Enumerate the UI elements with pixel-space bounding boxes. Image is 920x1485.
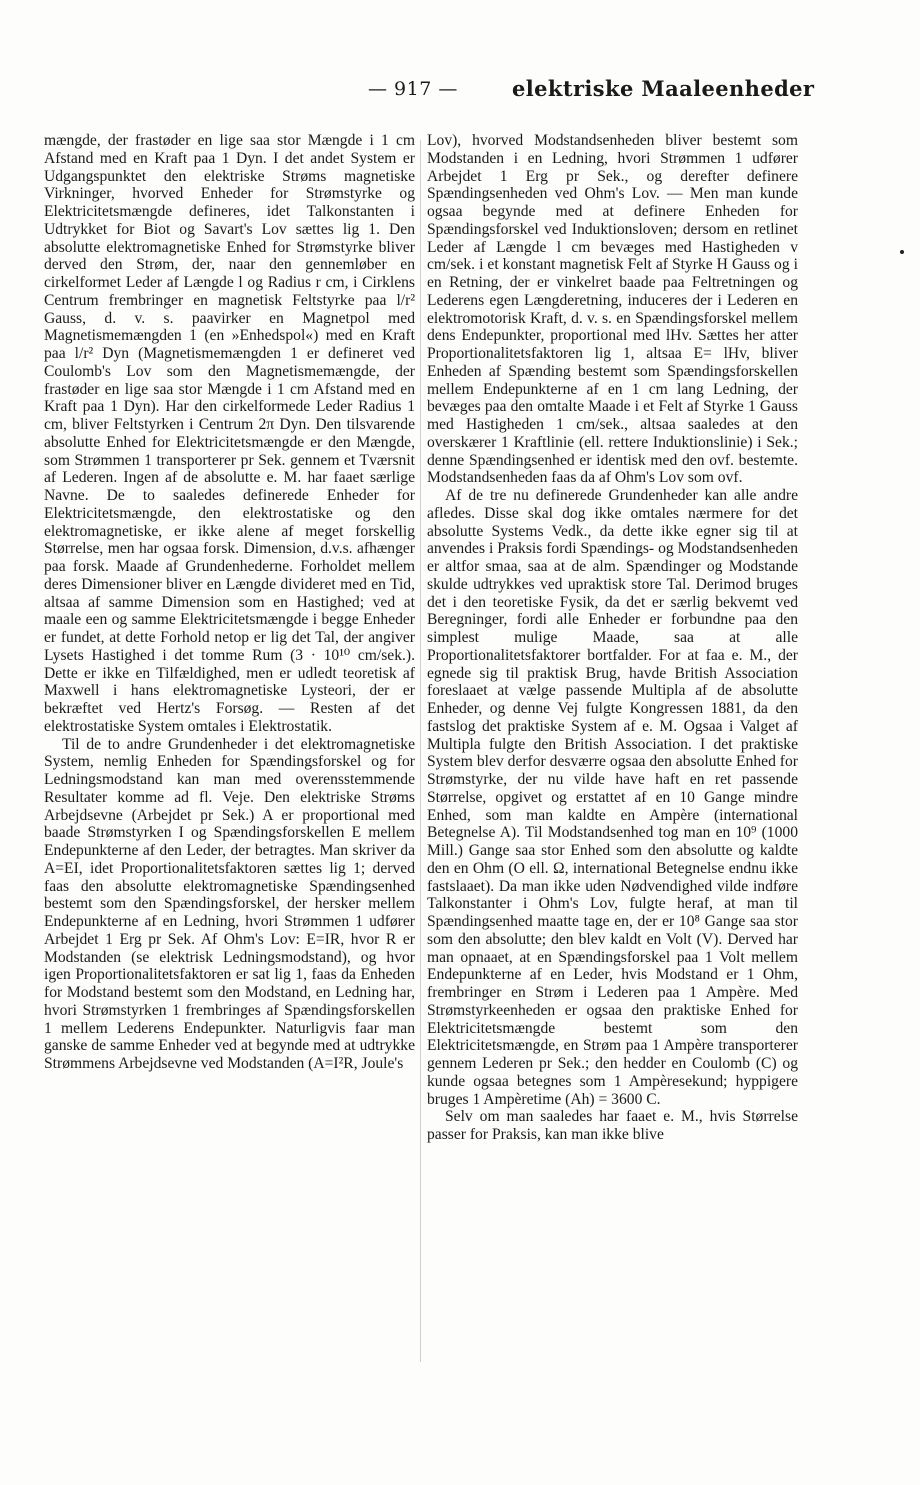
paragraph: mængde, der frastøder en lige saa stor Mængde i 1 cm Afstand med en Kraft paa 1 Dyn. I det andet System er Udgangspunktet den elektriske Strøms magnetiske Virkninger, hvorved Enheder for Strømstyrke og Elektricitetsmængde defineres, idet Talkonstanten i Udtrykket for Biot og Savart's Lov sættes lig 1. Den absolutte elektromagnetiske Enhed for Strømstyrke bliver derved den Strøm, der, naar den gennemløber en cirkelformet Leder af Længde l og Radius r cm, i Cirklens Centrum frembringer en magnetisk Feltstyrke paa l/r² Gauss, d. v. s. paavirker en Magnetpol med Magnetismemængden 1 (en »Enhedspol«) med en Kraft paa l/r² Dyn (Magnetismemængden 1 er defineret ved Coulomb's Lov som den Magnetismemængde, der frastøder en lige saa stor Mængde i 1 cm Afstand med en Kraft paa 1 Dyn). Har den cirkelformede Leder Radius 1 cm, bliver Feltstyrken i Centrum 2π Dyn. Den tilsvarende absolutte Enhed for Elektricitetsmængde er den Mængde, som Strømmen 1 transporterer pr Sek. gennem et Tværsnit af Lederen. Ingen af de absolutte e. M. har faaet særlige Navne. De to saaledes definerede Enheder for Elektricitetsmængde, den elektrostatiske og den elektromagnetiske, er ikke alene af meget forskellig Størrelse, men har ogsaa forsk. Dimension, d.v.s. afhænger paa forsk. Maade af Grundenhederne. Forholdet mellem deres Dimensioner bliver en Længde divideret med en Tid, altsaa af samme Dimension som en Hastighed; ved at maale een og samme Elektricitetsmængde i begge Enheder er fundet, at dette Forhold netop er lig det Tal, der angiver Lysets Hastighed i det tomme Rum (3 · 10¹⁰ cm/sek.). Dette er ikke en Tilfældighed, men er udledt teoretisk af Maxwell i hans elektromagnetiske Lysteori, der er bekræftet ved Hertz's Forsøg. — Resten af det elektrostatiske System omtales i Elektrostatik. bbox=[44, 132, 415, 735]
right-column bbox=[427, 132, 798, 1144]
page-header bbox=[0, 78, 920, 108]
page-number: — 917 — bbox=[368, 78, 458, 100]
left-column bbox=[44, 132, 415, 1073]
paragraph: Lov), hvorved Modstandsenheden bliver bestemt som Modstanden i en Ledning, hvori Strømmen 1 udfører Arbejdet 1 Erg pr Sek., og derefter definere Spændingsenheden ved Ohm's Lov. — Men man kunde ogsaa begynde med at definere Enheden for Spændingsforskel ved Induktionsloven; dersom en retlinet Leder af Længde l cm bevæges med Hastigheden v cm/sek. i et konstant magnetisk Felt af Styrke H Gauss og i en Retning, der er vinkelret baade paa Feltretningen og Lederens egen Længderetning, induceres der i Lederen en elektromotorisk Kraft, d. v. s. en Spændingsforskel mellem dens Endepunkter, proportional med lHv. Sættes her atter Proportionalitetsfaktoren lig 1, altsaa E= lHv, bliver Enheden af Spænding bestemt som Spændingsforskellen mellem Endepunkterne af en 1 cm lang Ledning, der bevæges paa den omtalte Maade i et Felt af Styrke 1 Gauss med Hastigheden 1 cm/sek., altsaa saaledes at den overskærer 1 Kraftlinie (ell. rettere Induktionslinie) i Sek.; denne Spændingsenhed er identisk med den ovf. bestemte. Modstandsenheden faas da af Ohm's Lov som ovf. bbox=[427, 132, 798, 487]
paragraph: Selv om man saaledes har faaet e. M., hvis Størrelse passer for Praksis, kan man ikke blive bbox=[427, 1108, 798, 1143]
paragraph: Til de to andre Grundenheder i det elektromagnetiske System, nemlig Enheden for Spændingsforskel og for Ledningsmodstand kan man med overensstemmende Resultater komme ad fl. Veje. Den elektriske Strøms Arbejdsevne (Arbejdet pr Sek.) A er proportional med baade Strømstyrken I og Spændingsforskellen E mellem Endepunkterne af den Leder, der betragtes. Man skriver da A=EI, idet Proportionalitetsfaktoren sættes lig 1; derved faas den absolutte elektromagnetiske Spændingsenhed bestemt som den Spændingsforskel, der hersker mellem Endepunkterne af en Ledning, hvori Strømmen 1 udfører Arbejdet 1 Erg pr Sek. Af Ohm's Lov: E=IR, hvor R er Modstanden (se elektrisk Ledningsmodstand), og hvor igen Proportionalitetsfaktoren er sat lig 1, faas da Enheden for Modstand bestemt som den Modstand, en Ledning har, hvori Strømstyrken 1 frembringes af Spændingsforskellen 1 mellem Lederens Endepunkter. Naturligvis faar man ganske de samme Enheder ved at begynde med at udtrykke Strømmens Arbejdsevne ved Modstanden (A=I²R, Joule's bbox=[44, 735, 415, 1072]
running-title: elektriske Maaleenheder bbox=[512, 76, 815, 101]
margin-dot-mark bbox=[900, 250, 904, 254]
paragraph: Af de tre nu definerede Grundenheder kan alle andre afledes. Disse skal dog ikke omtales nærmere for det absolutte Systems Vedk., da dette ikke egner sig til at anvendes i Praksis fordi Spændings- og Modstandsenheden er altfor smaa, saa at de alm. Spændinger og Modstande skulde udtrykkes ved upraktisk store Tal. Derimod bruges det i den teoretiske Fysik, da det er særlig bekvemt ved Beregninger, fordi alle Enheder er forbundne paa den simplest mulige Maade, saa at alle Proportionalitetsfaktorer bortfalder. For at faa e. M., der egnede sig til praktisk Brug, havde British Association foreslaaet at vælge passende Multipla af de absolutte Enheder, og denne Vej fulgte Kongressen 1881, da den fastslog det praktiske System af e. M. Ogsaa i Valget af Multipla fulgte den British Association. I det praktiske System blev derfor desværre ogsaa den absolutte Enhed for Strømstyrke, der nu vilde have haft en ret passende Størrelse, opgivet og erstattet af en 10 Gange mindre Enhed, som man kaldte en Ampère (international Betegnelse A). Til Modstandsenhed tog man en 10⁹ (1000 Mill.) Gange saa stor Enhed som den absolutte og kaldte den en Ohm (O ell. Ω, international Betegnelse endnu ikke fastslaaet). Da man ikke uden Nødvendighed vilde indføre Talkonstanter i Ohm's Lov, fulgte heraf, at man til Spændingsenhed maatte tage en, der er 10⁸ Gange saa stor som den absolutte; den blev kaldt en Volt (V). Derved har man opnaaet, at en Spændingsforskel paa 1 Volt mellem Endepunkterne af en Leder, hvis Modstand er 1 Ohm, frembringer en Strøm i Lederen paa 1 Ampère. Med Strømstyrkeenheden er ogsaa den praktiske Enhed for Elektricitetsmængde bestemt som den Elektricitetsmængde, en Strøm paa 1 Ampère transporterer gennem Lederen pr Sek.; den hedder en Coulomb (C) og kunde ogsaa betegnes som 1 Ampèresekund; hyppigere bruges 1 Ampèretime (Ah) = 3600 C. bbox=[427, 487, 798, 1108]
column-divider bbox=[420, 140, 421, 1362]
